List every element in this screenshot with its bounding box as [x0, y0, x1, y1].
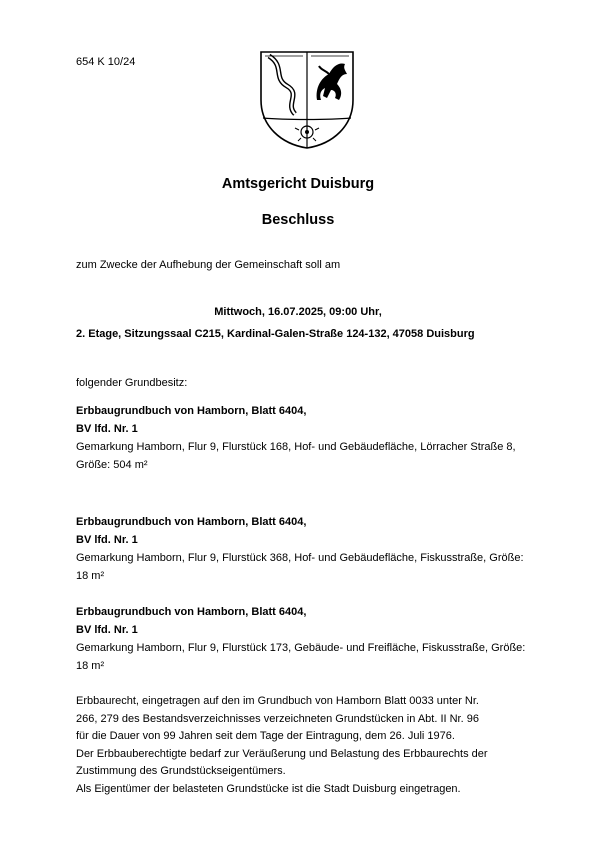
intro-text: zum Zwecke der Aufhebung der Gemeinschaft soll am — [76, 259, 341, 271]
court-name: Amtsgericht Duisburg — [221, 176, 375, 192]
property-entry-number: BV lfd. Nr. 1 — [76, 534, 138, 546]
property-entry-number: BV lfd. Nr. 1 — [76, 423, 138, 435]
property-book: Erbbaugrundbuch von Hamborn, Blatt 6404, — [76, 606, 307, 618]
case-number: 654 K 10/24 — [76, 56, 136, 68]
property-intro: folgender Grundbesitz: — [76, 377, 188, 389]
note-line: Der Erbbauberechtigte bedarf zur Veräußerung und Belastung des Erbbaurechts der — [76, 747, 488, 760]
note-line: für die Dauer von 99 Jahren seit dem Tage der Eintragung, dem 26. Juli 1976. — [76, 730, 455, 742]
property-description: Gemarkung Hamborn, Flur 9, Flurstück 173, Gebäude- und Freifläche, Fiskusstraße, Größe: 18 m² — [76, 642, 526, 672]
hereditary-building-right-notes — [76, 693, 536, 798]
document-title: Beschluss — [261, 212, 335, 228]
note-line: Zustimmung des Grundstückseigentümers. — [76, 765, 286, 777]
property-book: Erbbaugrundbuch von Hamborn, Blatt 6404, — [76, 516, 307, 528]
property-description: Gemarkung Hamborn, Flur 9, Flurstück 168, Hof- und Gebäudefläche, Lörracher Straße 8, Größe: 504 m² — [76, 441, 516, 471]
property-book: Erbbaugrundbuch von Hamborn, Blatt 6404, — [76, 405, 307, 417]
note-line: Als Eigentümer der belasteten Grundstücke ist die Stadt Duisburg eingetragen. — [76, 782, 461, 795]
appointment-datetime: Mittwoch, 16.07.2025, 09:00 Uhr, — [214, 306, 382, 318]
property-entry — [76, 603, 536, 675]
property-entry-number: BV lfd. Nr. 1 — [76, 624, 138, 636]
appointment-location: 2. Etage, Sitzungssaal C215, Kardinal-Galen-Straße 124-132, 47058 Duisburg — [76, 328, 475, 340]
nrw-coat-of-arms-icon — [255, 48, 359, 150]
note-line: 266, 279 des Bestandsverzeichnisses verzeichneten Grundstücken in Abt. II Nr. 96 — [76, 712, 479, 725]
property-entry — [76, 402, 536, 474]
property-entry — [76, 513, 536, 585]
property-description: Gemarkung Hamborn, Flur 9, Flurstück 368, Hof- und Gebäudefläche, Fiskusstraße, Größe: 18 m² — [76, 552, 524, 582]
note-line: Erbbaurecht, eingetragen auf den im Grundbuch von Hamborn Blatt 0033 unter Nr. — [76, 695, 479, 707]
